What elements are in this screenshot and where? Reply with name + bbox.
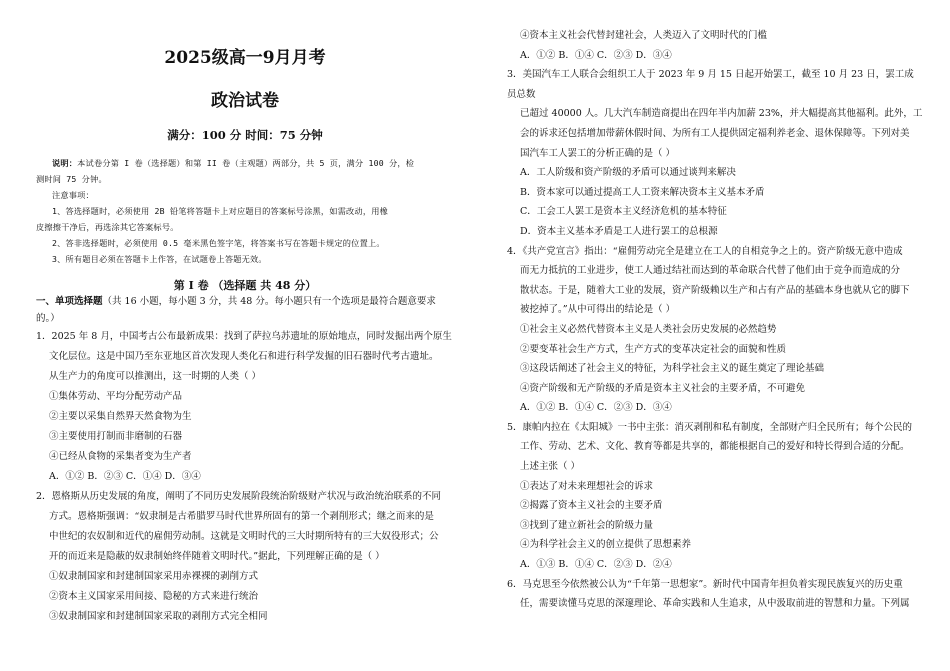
attention-item-3: 3、所有题目必须在答题卡上作答，在试题卷上答题无效。 <box>52 254 267 264</box>
q5-option: ①表达了对未来理想社会的诉求 <box>520 480 654 492</box>
q3-option: D．资本主义基本矛盾是工人进行罢工的总根源 <box>520 225 718 237</box>
exam-title: 2025级高一9月月考 <box>164 48 326 68</box>
q2-option: ①奴隶制国家和封建制国家采用赤裸裸的剥削方式 <box>49 571 259 582</box>
q3-line: 3．美国汽车工人联合会组织工人于 2023 年 9 月 15 日起开始罢工，截至 10 月 23 日，罢工成员总数 <box>507 69 914 100</box>
q2-option: ④资本主义社会代替封建社会，人类迈入了文明时代的门槛 <box>520 30 768 41</box>
q5-line: 工作、劳动、艺术、文化、教育等都是共享的，都能根据自己的爱好和特长得到合适的分配。 <box>520 441 910 453</box>
q3-option: B．资本家可以通过提高工人工资来解决资本主义基本矛盾 <box>520 186 765 198</box>
section-title: 第 I 卷 （选择题 共 48 分） <box>173 279 317 292</box>
instructions-intro-cont: 测时间 75 分钟。 <box>36 174 107 184</box>
question-3 <box>507 65 923 241</box>
attention-item-1-cont: 皮擦擦干净后，再选涂其它答案标号。 <box>36 222 179 232</box>
q5-option: ③找到了建立新社会的阶级力量 <box>520 519 654 531</box>
q4-answers: A．①② B．①④ C．②③ D．③④ <box>520 402 672 414</box>
exam-meta: 满分：100 分 时间：75 分钟 <box>167 128 323 142</box>
section-instructions-cont: 的。） <box>36 313 60 324</box>
right-column <box>507 0 923 614</box>
question-5 <box>507 418 923 575</box>
q1-line: 1．2025 年 8 月，中国考古公布最新成果：找到了萨拉乌苏遗址的原始地点，同时发掘出两个原生 <box>36 331 452 342</box>
q1-option: ③主要使用打制而非磨制的石器 <box>49 431 183 442</box>
q4-option: ①社会主义必然代替资本主义是人类社会历史发展的必然趋势 <box>520 323 777 335</box>
q4-line: 4．《共产党宣言》指出：“雇佣劳动完全是建立在工人的自相竞争之上的。资产阶级无意中造成 <box>507 245 903 257</box>
question-2 <box>36 487 454 627</box>
attention-item-2: 2、答非选择题时，必须使用 0.5 毫米黑色签字笔，将答案书写在答题卡规定的位置上。 <box>52 238 385 248</box>
intro-label: 说明： <box>52 158 78 168</box>
q2-line: 2．恩格斯从历史发展的角度，阐明了不同历史发展阶段统治阶级财产状况与政治统治联系的不同 <box>36 491 442 502</box>
q6-line: 任，需要读懂马克思的深邃理论、革命实践和人生追求，从中汲取前进的智慧和力量。下列属 <box>520 598 910 610</box>
q4-option: ②要变革社会生产方式，生产方式的变革决定社会的面貌和性质 <box>520 343 787 355</box>
q1-option: ①集体劳动、平均分配劳动产品 <box>49 391 183 402</box>
q1-option: ②主要以采集自然界天然食物为生 <box>49 411 192 422</box>
q1-line: 文化层位。这是中国乃至东亚地区首次发现人类化石和进行科学发掘的旧石器时代考古遗址。 <box>49 351 439 362</box>
question-1 <box>36 327 454 487</box>
q5-answers: A．①③ B．①④ C．②③ D．②④ <box>520 559 672 571</box>
question-6 <box>507 575 923 614</box>
attention-item-1: 1、答选择题时，必须使用 2B 铅笔将答题卡上对应题目的答案标号涂黑，如需改动，用橡 <box>52 206 388 216</box>
instructions-intro: 说明：本试卷分第 I 卷（选择题）和第 II 卷（主观题）两部分，共 5 页，满分 100 分，检 <box>52 158 415 168</box>
question-2-continued <box>507 26 923 65</box>
q2-line: 开的而近来是隐蔽的奴隶制始终伴随着文明时代。”据此，下列理解正确的是（ ） <box>49 551 385 562</box>
q1-answers: A．①② B．②③ C．①④ D．③④ <box>49 471 201 482</box>
q1-line: 从生产力的角度可以推测出，这一时期的人类（ ） <box>49 371 262 382</box>
q5-line: 5．康帕内拉在《太阳城》一书中主张：消灭剥削和私有制度，全部财产归全民所有；每个公民的 <box>507 421 913 433</box>
q6-line: 6．马克思至今依然被公认为“千年第一思想家”。新时代中国青年担负着实现民族复兴的历史重 <box>507 578 903 590</box>
section-instructions: 一、单项选择题（共 16 小题，每小题 3 分，共 48 分。每小题只有一个选项是最符合题意要求 <box>36 296 436 307</box>
instructions <box>36 155 454 267</box>
q4-line: 而无力抵抗的工业进步，使工人通过结社而达到的革命联合代替了他们由于竞争而造成的分 <box>520 265 901 277</box>
q3-line: 国汽车工人罢工的分析正确的是（ ） <box>520 147 676 159</box>
q3-line: 已超过 40000 人。几大汽车制造商提出在四年半内加薪 23%，并大幅提高其他福利。此外，工 <box>520 108 923 120</box>
q4-option: ④资产阶级和无产阶级的矛盾是资本主义社会的主要矛盾，不可避免 <box>520 382 806 394</box>
q1-option: ④已经从食物的采集者变为生产者 <box>49 451 192 462</box>
q4-line: 被挖掉了。”从中可得出的结论是（ ） <box>520 304 676 316</box>
q5-line: 上述主张（ ） <box>520 461 581 473</box>
q2-option: ③奴隶制国家和封建制国家采取的剥削方式完全相同 <box>49 611 268 622</box>
q4-line: 散状态。于是，随着大工业的发展，资产阶级赖以生产和占有产品的基础本身也就从它的脚下 <box>520 284 910 296</box>
question-4 <box>507 242 923 418</box>
section-sub-label: 一、单项选择题 <box>36 296 103 307</box>
attention-heading: 注意事项： <box>52 190 94 200</box>
q4-option: ③这段话阐述了社会主义的特征，为科学社会主义的诞生奠定了理论基础 <box>520 363 825 375</box>
q3-line: 会的诉求还包括增加带薪休假时间、为所有工人提供固定福利养老金、退休保障等。下列对美 <box>520 127 910 139</box>
q5-option: ④为科学社会主义的创立提供了思想素养 <box>520 539 692 551</box>
left-column <box>36 0 454 627</box>
exam-subject: 政治试卷 <box>211 91 279 111</box>
q2-line: 中世纪的农奴制和近代的雇佣劳动制。这就是文明时代的三大时期所特有的三大奴役形式；公 <box>49 531 439 542</box>
q3-option: C．工会工人罢工是资本主义经济危机的基本特征 <box>520 206 727 218</box>
q3-option: A．工人阶级和资产阶级的矛盾可以通过谈判来解决 <box>520 167 736 179</box>
q2-line: 方式。恩格斯强调：“奴隶制是古希腊罗马时代世界所固有的第一个剥削形式；继之而来的是 <box>49 511 434 522</box>
q5-option: ②揭露了资本主义社会的主要矛盾 <box>520 500 663 512</box>
q2-option: ②资本主义国家采用间接、隐秘的方式来进行统治 <box>49 591 259 602</box>
q2-answers: A．①② B．①④ C．②③ D．③④ <box>520 49 672 61</box>
